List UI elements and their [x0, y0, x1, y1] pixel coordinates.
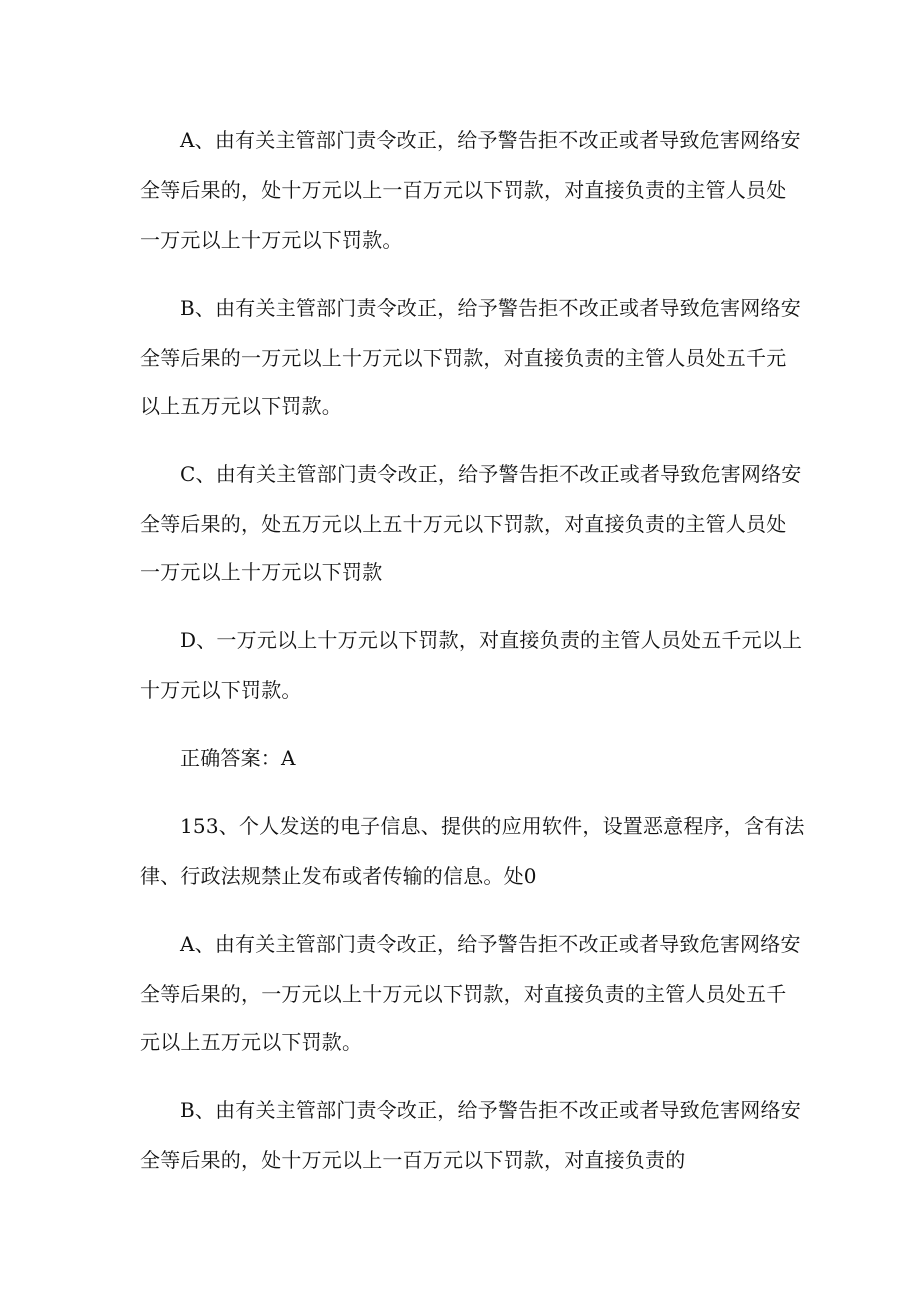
- option-b-line-3: 以上五万元以下罚款。: [140, 394, 342, 418]
- question-153-line-2: 律、行政法规禁止发布或者传输的信息。处0: [140, 864, 537, 888]
- option-a-line-2: 全等后果的，处十万元以上一百万元以下罚款，对直接负责的主管人员处: [140, 178, 787, 202]
- option-a-line-3: 一万元以上十万元以下罚款。: [140, 228, 403, 252]
- option-b-line-2: 全等后果的一万元以上十万元以下罚款，对直接负责的主管人员处五千元: [140, 346, 787, 370]
- q153-option-b-line-1: B、由有关主管部门责令改正，给予警告拒不改正或者导致危害网络安: [180, 1098, 801, 1122]
- option-c-line-2: 全等后果的，处五万元以上五十万元以下罚款，对直接负责的主管人员处: [140, 512, 787, 536]
- option-b-line-1: B、由有关主管部门责令改正，给予警告拒不改正或者导致危害网络安: [180, 296, 801, 320]
- q153-option-a-line-1: A、由有关主管部门责令改正，给予警告拒不改正或者导致危害网络安: [180, 932, 801, 956]
- q153-option-b-line-2: 全等后果的，处十万元以上一百万元以下罚款，对直接负责的: [140, 1148, 686, 1172]
- q153-option-a-line-3: 元以上五万元以下罚款。: [140, 1030, 363, 1054]
- correct-answer: 正确答案：A: [180, 746, 296, 770]
- q153-option-a-line-2: 全等后果的，一万元以上十万元以下罚款，对直接负责的主管人员处五千: [140, 982, 787, 1006]
- option-c-line-1: C、由有关主管部门责令改正，给予警告拒不改正或者导致危害网络安: [180, 462, 802, 486]
- option-c-line-3: 一万元以上十万元以下罚款: [140, 560, 383, 584]
- option-d-line-1: D、一万元以上十万元以下罚款，对直接负责的主管人员处五千元以上: [180, 628, 803, 652]
- question-153-line-1: 153、个人发送的电子信息、提供的应用软件，设置恶意程序，含有法: [180, 814, 805, 838]
- option-a-line-1: A、由有关主管部门责令改正，给予警告拒不改正或者导致危害网络安: [180, 128, 801, 152]
- option-d-line-2: 十万元以下罚款。: [140, 678, 302, 702]
